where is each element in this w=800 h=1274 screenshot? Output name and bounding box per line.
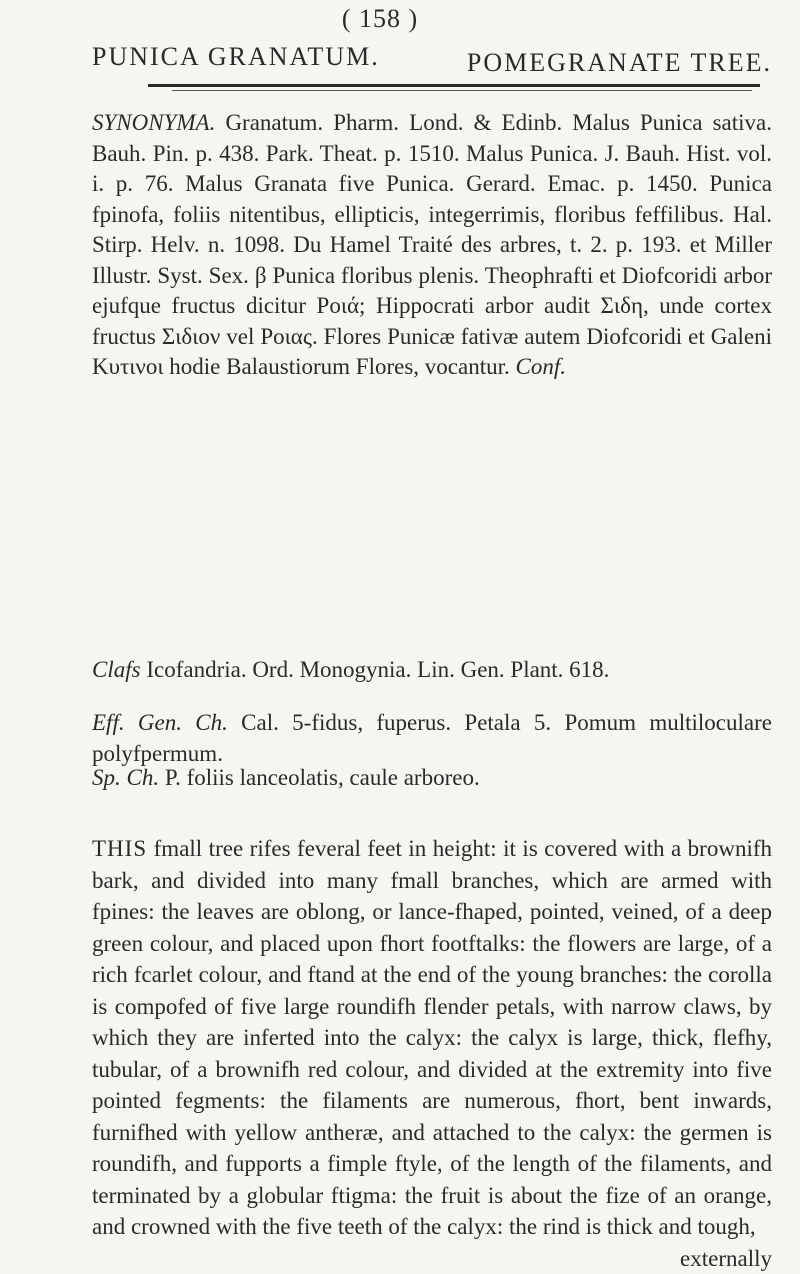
synonyma-conf: Conf. (516, 354, 566, 379)
class-line (92, 655, 772, 686)
description-text: fmall tree rifes feveral feet in height: it is covered with a brownifh bark, and divided into many fmall branches, which are armed with fpines: the leaves are oblong, or lance-fhaped, pointed, veined, of a deep green colour, and placed upon fhort footftalks: the flowers are large, of a rich fcarlet colour, and ftand at the end of the young branches: the corolla is compofed of five large roundifh flender petals, with narrow claws, by which they are inferted into the calyx: the calyx is large, thick, flefhy, tubular, of a brownifh red colour, and divided at the extremity into five pointed fegments: the filaments are numerous, fhort, bent inwards, furnifhed with yellow antheræ, and attached to the calyx: the germen is roundifh, and fupports a fimple ftyle, of the length of the filaments, and terminated by a globular ftigma: the fruit is about the fize of an orange, and crowned with the five teeth of the calyx: the rind is thick and tough, (92, 836, 772, 1239)
eff-label: Eff. Gen. Ch. (92, 710, 228, 735)
class-text: Icofandria. Ord. Monogynia. Lin. Gen. Plant. 618. (146, 657, 609, 682)
synonyma-label: SYNONYMA. (92, 110, 215, 135)
specific-character (92, 763, 772, 794)
synonyma-text: Granatum. Pharm. Lond. & Edinb. Malus Punica sativa. Bauh. Pin. p. 438. Park. Theat. p. 1510. Malus Punica. J. Bauh. Hist. vol. i. p. 76. Malus Granata five Punica. Gerard. Emac. p. 1450. Punica fpinofa, foliis nitentibus, ellipticis, integerrimis, floribus feffilibus. Hal. Stirp. Helv. n. 1098. Du Hamel Traité des arbres, t. 2. p. 193. et Miller Illustr. Syst. Sex. β Punica floribus plenis. Theophrafti et Diofcoridi arbor ejufque fructus dicitur Ροιά; Hippocrati arbor audit Σιδη, unde cortex fructus Σιδιον vel Ροιας. Flores Punicæ fativæ autem Diofcoridi et Galeni Κυτινοι hodie Balaustiorum Flores, vocantur. (92, 110, 772, 379)
running-header (92, 42, 772, 82)
eff-text: Cal. 5-fidus, fuperus. Petala 5. Pomum multiloculare polyfpermum. (92, 710, 772, 766)
synonyma-paragraph (92, 108, 772, 383)
header-common-name: POMEGRANATE TREE. (467, 48, 772, 78)
header-latin-name: PUNICA GRANATUM. (92, 42, 380, 72)
description-paragraph (92, 833, 772, 1274)
essential-generic-character (92, 708, 772, 769)
sp-label: Sp. Ch. (92, 765, 159, 790)
class-label: Clafs (92, 657, 141, 682)
catchword: externally (92, 1243, 772, 1274)
sp-text: P. foliis lanceolatis, caule arboreo. (165, 765, 480, 790)
header-rule-thick (148, 84, 760, 87)
header-rule-thin (172, 90, 752, 91)
description-lead: THIS (92, 836, 147, 861)
page-number: ( 158 ) (0, 4, 760, 34)
